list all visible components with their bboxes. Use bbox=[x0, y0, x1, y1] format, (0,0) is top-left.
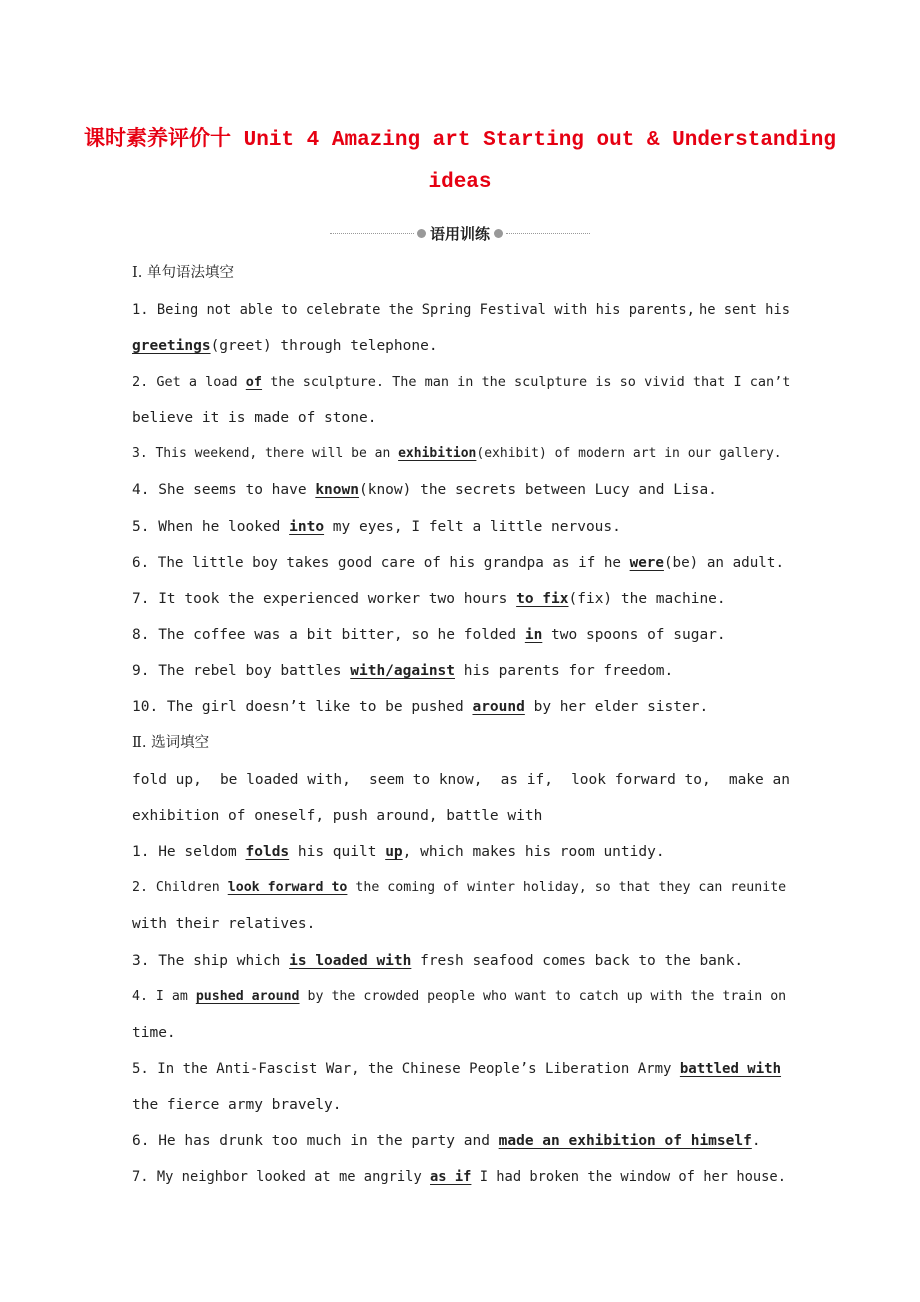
answer-blank: made an exhibition of himself bbox=[498, 1133, 752, 1149]
question-line bbox=[132, 951, 790, 971]
word-bank-item: fold up, bbox=[132, 772, 202, 788]
question-text: by the crowded people who want to catch up with the train on bbox=[299, 989, 787, 1004]
answer-blank: exhibition bbox=[398, 446, 477, 461]
question-text: 3. The ship which bbox=[132, 953, 290, 969]
question-line bbox=[132, 697, 790, 717]
question-text: by her elder sister. bbox=[524, 699, 709, 715]
question-text: his parents for freedom. bbox=[455, 663, 674, 679]
question-text: time. bbox=[132, 1025, 176, 1041]
word-bank-item: seem to know, bbox=[368, 772, 483, 788]
question-text: 4. She seems to have bbox=[132, 482, 316, 498]
answer-blank: were bbox=[629, 555, 664, 571]
question-line bbox=[132, 1131, 790, 1151]
question-line bbox=[132, 589, 790, 609]
question-text: , which makes his room untidy. bbox=[402, 844, 665, 860]
question-line bbox=[132, 480, 790, 500]
question-text: 10. The girl doesn’t like to be pushed bbox=[132, 699, 473, 715]
page-title-line2: ideas bbox=[428, 171, 492, 194]
question-text: my eyes, I felt a little nervous. bbox=[324, 519, 621, 535]
question-text: 2. Get a load bbox=[132, 374, 246, 390]
banner-divider-right bbox=[506, 233, 590, 234]
section-banner bbox=[330, 222, 590, 244]
question-text: believe it is made of stone. bbox=[132, 410, 377, 426]
question-text: 1. Being not able to celebrate the Spring Festival with his parents, bbox=[132, 302, 695, 318]
answer-blank: with/against bbox=[350, 663, 456, 679]
question-text: the coming of winter holiday, so that they can reunite bbox=[347, 880, 787, 895]
question-line bbox=[132, 300, 790, 320]
question-text: (be) an adult. bbox=[663, 555, 785, 571]
question-text: (know) the secrets between Lucy and Lisa. bbox=[358, 482, 717, 498]
part1-heading: Ⅰ. 单句语法填空 bbox=[132, 265, 234, 281]
question-line bbox=[132, 1167, 790, 1187]
answer-blank: up bbox=[385, 844, 403, 860]
question-text: 6. He has drunk too much in the party and bbox=[132, 1133, 499, 1149]
bullet-dot-icon bbox=[417, 229, 426, 238]
question-text: the sculpture. The man in the sculpture is so vivid that I can’t bbox=[262, 374, 791, 390]
question-line bbox=[132, 878, 790, 898]
question-line bbox=[132, 517, 790, 537]
word-bank-item: as if, bbox=[500, 772, 553, 788]
answer-blank: into bbox=[289, 519, 325, 535]
question-line bbox=[132, 444, 790, 464]
question-text: 8. The coffee was a bit bitter, so he folded bbox=[132, 627, 525, 643]
question-text: he sent his bbox=[698, 302, 790, 318]
question-text: 7. My neighbor looked at me angrily bbox=[132, 1169, 431, 1185]
question-text: I had broken the window of her house. bbox=[471, 1169, 786, 1185]
question-text: fresh seafood comes back to the bank. bbox=[411, 953, 744, 969]
answer-blank: as if bbox=[430, 1169, 472, 1185]
question-text: 5. When he looked bbox=[132, 519, 290, 535]
question-text: with their relatives. bbox=[132, 916, 316, 932]
question-line bbox=[132, 625, 790, 645]
word-bank-item: make an bbox=[728, 772, 790, 788]
question-text: 4. I am bbox=[132, 989, 196, 1004]
question-line bbox=[132, 914, 790, 934]
question-line bbox=[132, 1023, 790, 1043]
question-text: 1. He seldom bbox=[132, 844, 246, 860]
banner-label: 语用训练 bbox=[430, 224, 491, 243]
bullet-dot-icon bbox=[494, 229, 503, 238]
question-text: 3. This weekend, there will be an bbox=[132, 446, 399, 461]
question-text: (greet) through telephone. bbox=[210, 338, 438, 354]
answer-blank: is loaded with bbox=[289, 953, 412, 969]
answer-blank: around bbox=[472, 699, 525, 715]
question-text: the fierce army bravely. bbox=[132, 1097, 342, 1113]
word-bank-item: be loaded with, bbox=[219, 772, 351, 788]
question-text: 9. The rebel boy battles bbox=[132, 663, 351, 679]
answer-blank: pushed around bbox=[195, 989, 300, 1004]
question-text: . bbox=[751, 1133, 761, 1149]
question-line bbox=[132, 336, 790, 356]
part2-heading: Ⅱ. 选词填空 bbox=[132, 735, 210, 751]
answer-blank: to fix bbox=[516, 591, 569, 607]
question-text: 5. In the Anti-Fascist War, the Chinese People’s Liberation Army bbox=[132, 1061, 680, 1077]
question-text: two spoons of sugar. bbox=[542, 627, 726, 643]
word-bank-line1 bbox=[132, 770, 790, 790]
question-text: 7. It took the experienced worker two hours bbox=[132, 591, 517, 607]
question-line bbox=[132, 372, 790, 392]
answer-blank: greetings bbox=[132, 338, 211, 354]
question-text: 6. The little boy takes good care of his grandpa as if he bbox=[132, 555, 630, 571]
answer-blank: known bbox=[315, 482, 359, 498]
question-line bbox=[132, 661, 790, 681]
answer-blank: of bbox=[245, 374, 263, 390]
answer-blank: folds bbox=[245, 844, 290, 860]
answer-blank: in bbox=[524, 627, 543, 643]
question-line bbox=[132, 1095, 790, 1115]
question-line bbox=[132, 553, 790, 573]
banner-divider-left bbox=[330, 233, 414, 234]
question-text: (exhibit) of modern art in our gallery. bbox=[476, 446, 782, 461]
question-line bbox=[132, 842, 790, 862]
word-bank-line2: exhibition of oneself, push around, battle with bbox=[132, 808, 543, 824]
question-text: 2. Children bbox=[132, 880, 228, 895]
question-text: his quilt bbox=[289, 844, 386, 860]
answer-blank: look forward to bbox=[227, 880, 348, 895]
question-line bbox=[132, 408, 790, 428]
word-bank-item: look forward to, bbox=[571, 772, 711, 788]
question-line bbox=[132, 987, 790, 1007]
answer-blank: battled with bbox=[679, 1061, 782, 1077]
page-title-line1: 课时素养评价十 Unit 4 Amazing art Starting out & Understanding bbox=[84, 129, 836, 152]
question-text: (fix) the machine. bbox=[568, 591, 726, 607]
question-line bbox=[132, 1059, 790, 1079]
